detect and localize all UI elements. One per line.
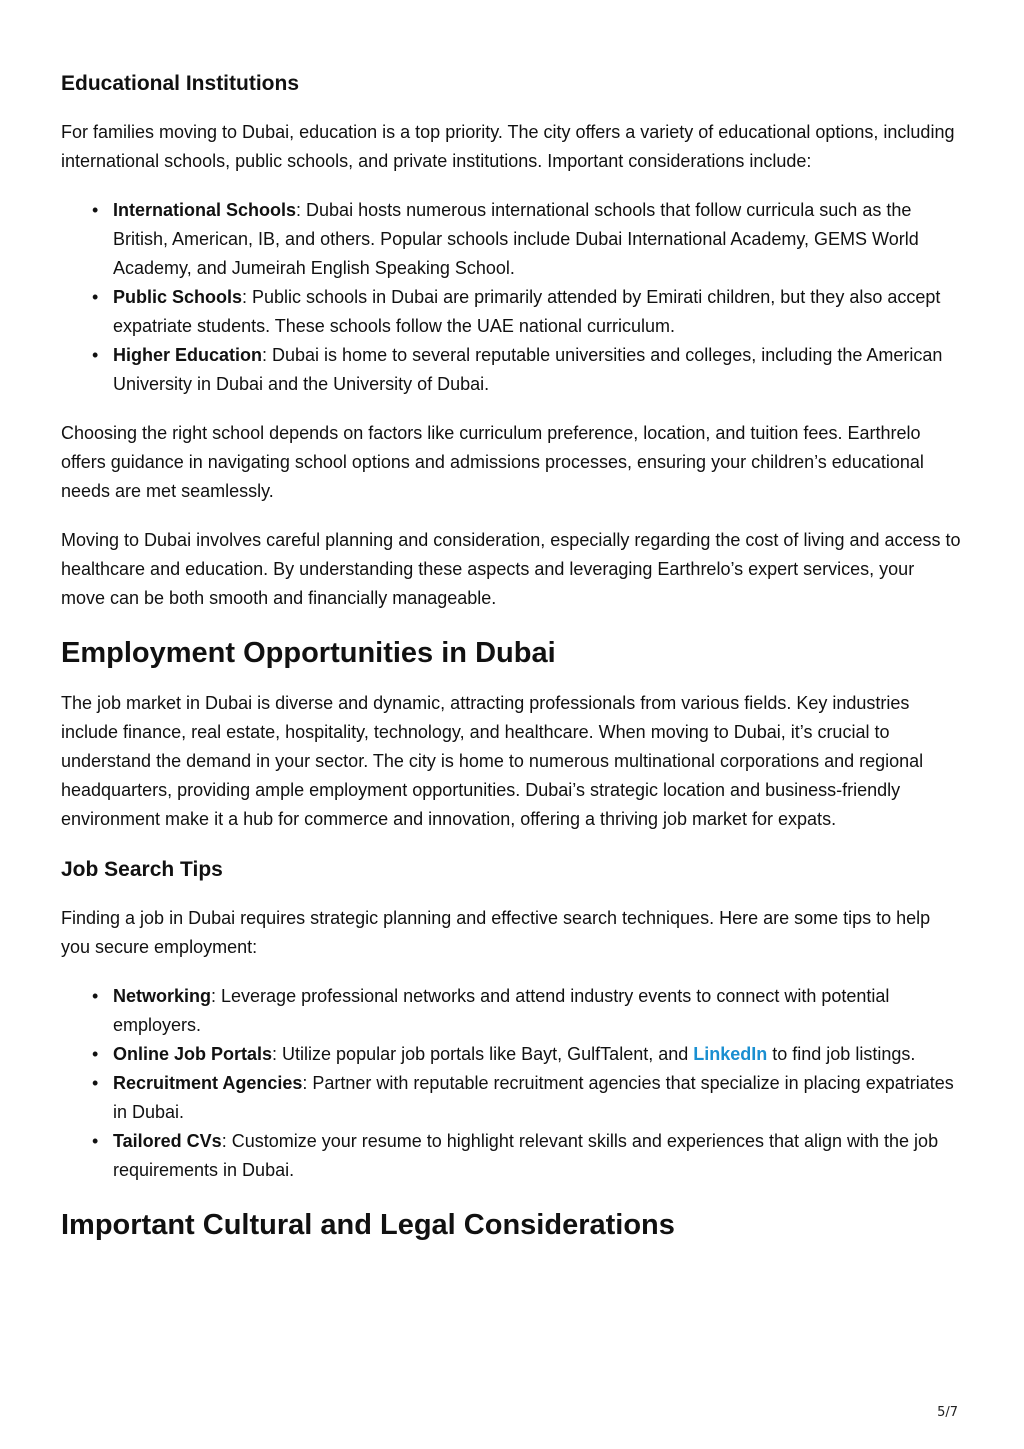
list-item xyxy=(92,1069,963,1127)
edu-paragraph-3: Moving to Dubai involves careful planning and consideration, especially regarding the cost of living and access to healthcare and education. By understanding these aspects and leveraging Earthrelo’s expert services, your move can be both smooth and financially manageable. xyxy=(61,530,961,608)
list-item-text: : Dubai hosts numerous international schools that follow curricula such as the British, American, IB, and others. Popular schools include Dubai International Academy, GEMS World Academy, and Jumeirah English Speaking School. xyxy=(113,200,919,278)
list-item xyxy=(92,283,963,341)
list-item-term: Tailored CVs xyxy=(113,1131,222,1151)
list-item-text: : Partner with reputable recruitment agencies that specialize in placing expatriates in Dubai. xyxy=(113,1073,954,1122)
list-item-term: Recruitment Agencies xyxy=(113,1073,303,1093)
edu-paragraph-2: Choosing the right school depends on factors like curriculum preference, location, and tuition fees. Earthrelo offers guidance in navigating school options and admissions processes, ensuring your children’s educational needs are met seamlessly. xyxy=(61,423,924,501)
list-item-term: Public Schools xyxy=(113,287,243,307)
linkedin-link[interactable]: LinkedIn xyxy=(693,1044,768,1064)
list-item-term: Networking xyxy=(113,986,212,1006)
heading-cultural-legal: Important Cultural and Legal Considerations xyxy=(61,1209,675,1241)
heading-educational-institutions: Educational Institutions xyxy=(61,72,300,95)
document-body xyxy=(61,68,963,1245)
jobsearch-intro: Finding a job in Dubai requires strategic planning and effective search techniques. Here are some tips to help you secure employment: xyxy=(61,908,931,957)
list-item-term: Higher Education xyxy=(113,345,263,365)
list-item-text: to find job listings. xyxy=(767,1044,916,1064)
bullet: • xyxy=(92,986,99,1006)
bullet: • xyxy=(92,1044,99,1064)
list-item xyxy=(92,1040,963,1069)
list-item xyxy=(92,1127,963,1185)
list-item xyxy=(92,982,963,1040)
edu-intro: For families moving to Dubai, education is a top priority. The city offers a variety of educational options, including international schools, public schools, and private institutions. Important considerations include: xyxy=(61,122,955,171)
bullet: • xyxy=(92,345,99,365)
bullet: • xyxy=(92,200,99,220)
bullet: • xyxy=(92,287,99,307)
heading-job-search-tips: Job Search Tips xyxy=(61,858,223,881)
bullet: • xyxy=(92,1131,99,1151)
list-item-text: : Customize your resume to highlight relevant skills and experiences that align with the job requirements in Dubai. xyxy=(113,1131,939,1180)
list-item-term: Online Job Portals xyxy=(113,1044,273,1064)
page-number: 5/7 xyxy=(937,1405,958,1420)
list-item-text: : Public schools in Dubai are primarily attended by Emirati children, but they also accept expatriate students. These schools follow the UAE national curriculum. xyxy=(113,287,941,336)
edu-list xyxy=(61,196,963,399)
heading-employment-opportunities: Employment Opportunities in Dubai xyxy=(61,637,556,669)
list-item-text: : Leverage professional networks and attend industry events to connect with potential employers. xyxy=(113,986,890,1035)
list-item xyxy=(92,196,963,283)
list-item-text: : Dubai is home to several reputable universities and colleges, including the American University in Dubai and the University of Dubai. xyxy=(113,345,943,394)
list-item-term: International Schools xyxy=(113,200,297,220)
employment-paragraph: The job market in Dubai is diverse and dynamic, attracting professionals from various fields. Key industries include finance, real estate, hospitality, technology, and healthcare. When moving to Dubai, it’s crucial to understand the demand in your sector. The city is home to numerous multinational corporations and regional headquarters, providing ample employment opportunities. Dubai’s strategic location and business-friendly environment make it a hub for commerce and innovation, offering a thriving job market for expats. xyxy=(61,693,924,829)
jobsearch-list xyxy=(61,982,963,1185)
list-item-text: : Utilize popular job portals like Bayt, GulfTalent, and xyxy=(272,1044,694,1064)
bullet: • xyxy=(92,1073,99,1093)
list-item xyxy=(92,341,963,399)
